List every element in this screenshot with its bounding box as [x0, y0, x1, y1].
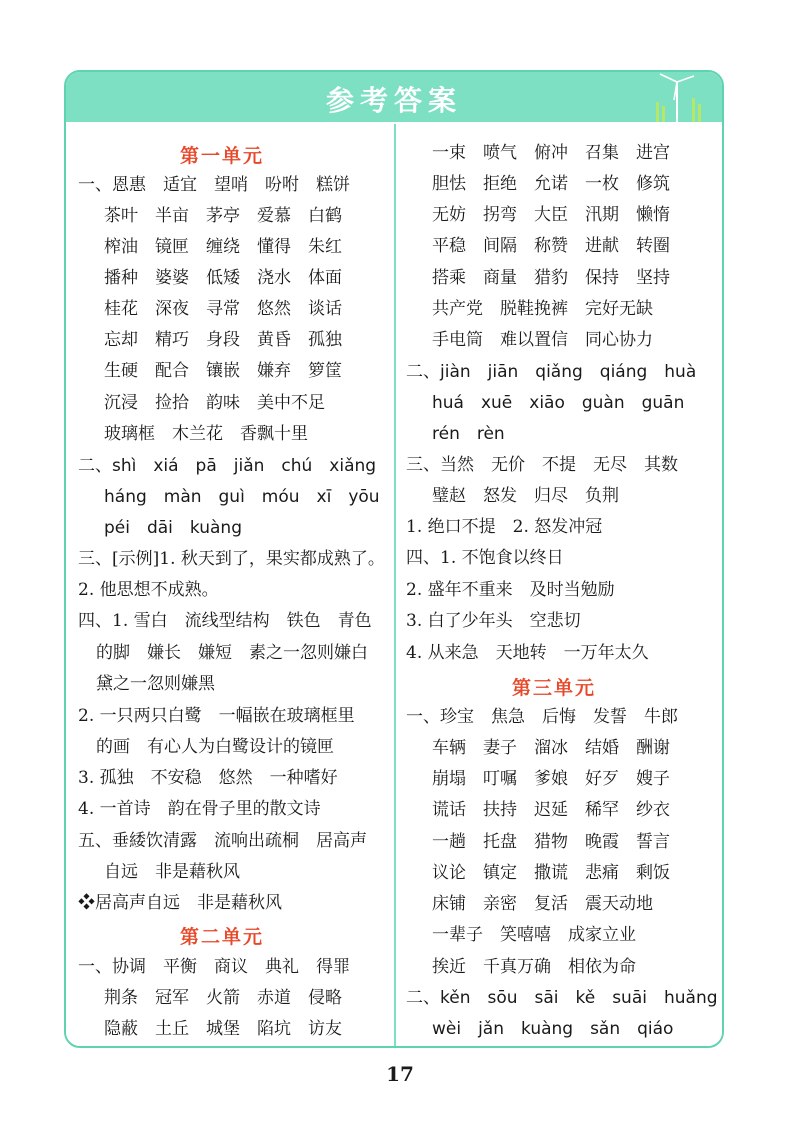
answer-line: 四、1. 不饱食以终日: [406, 548, 564, 568]
answer-line: 挨近 千真万确 相依为命: [432, 957, 636, 977]
page-title: 参考答案: [325, 84, 462, 117]
answer-line: 崩塌 叮嘱 爹娘 好歹 嫂子: [432, 769, 670, 789]
pinyin-line: huá xuē xiāo guàn guān: [432, 393, 685, 413]
answer-line: 四、1. 雪白 流线型结构 铁色 青色: [78, 611, 372, 631]
answer-line: 沉浸 捡拾 韵味 美中不足: [104, 393, 325, 413]
answer-line: ❖居高声自远 非是藉秋风: [78, 893, 282, 913]
answer-line: 三、当然 无价 不提 无尽 其数: [406, 455, 678, 475]
pinyin-line: péi dāi kuàng: [104, 518, 242, 538]
header-banner: [66, 72, 722, 122]
answer-line: 五、垂緌饮清露 流响出疏桐 居高声: [78, 831, 367, 851]
pinyin-line: 二、jiàn jiān qiǎng qiáng huà: [406, 362, 697, 382]
answer-line: 无妨 拐弯 大臣 汛期 懒惰: [432, 205, 670, 225]
answer-line: 璧赵 怒发 归尽 负荆: [432, 486, 619, 506]
answer-line: 床铺 亲密 复活 震天动地: [432, 894, 653, 914]
answer-line: 议论 镇定 撒谎 悲痛 剩饭: [432, 863, 670, 883]
answer-line: 一辈子 笑嘻嘻 成家立业: [432, 925, 636, 945]
answer-line: 搭乘 商量 猎豹 保持 坚持: [432, 268, 670, 288]
answer-line: 2. 一只两只白鹭 一幅嵌在玻璃框里: [78, 706, 355, 726]
answer-line: 榨油 镜匣 缠绕 懂得 朱红: [104, 237, 342, 257]
answer-line: 黛之一忽则嫌黑: [96, 674, 215, 694]
pinyin-line: 二、shì xiá pā jiǎn chú xiǎng: [78, 456, 377, 476]
page-number: 17: [386, 1062, 414, 1086]
answer-line: 播种 婆婆 低矮 浇水 体面: [104, 268, 342, 288]
answer-line: 一束 喷气 俯冲 召集 进宫: [432, 143, 670, 163]
column-divider: [394, 124, 396, 1046]
answer-line: 3. 白了少年头 空悲切: [406, 611, 581, 631]
answer-line: 4. 从来急 天地转 一万年太久: [406, 643, 649, 663]
answer-line: 2. 他思想不成熟。: [78, 580, 219, 600]
wind-turbine-icon: [632, 72, 712, 122]
answer-line: 谎话 扶持 迟延 稀罕 纱衣: [432, 800, 670, 820]
answer-line: 一、恩惠 适宜 望哨 吩咐 糕饼: [78, 175, 350, 195]
answer-line: 手电筒 难以置信 同心协力: [432, 330, 653, 350]
answer-line: 三、[示例]1. 秋天到了，果实都成熟了。: [78, 549, 385, 569]
unit-title-3: 第三单元: [512, 677, 597, 699]
answer-line: 4. 一首诗 韵在骨子里的散文诗: [78, 799, 321, 819]
answer-line: 桂花 深夜 寻常 悠然 谈话: [104, 299, 342, 319]
answer-line: 一、协调 平衡 商议 典礼 得罪: [78, 957, 350, 977]
answer-line: 平稳 间隔 称赞 进献 转圈: [432, 236, 670, 256]
answer-line: 忘却 精巧 身段 黄昏 孤独: [104, 330, 342, 350]
answer-line: 的脚 嫌长 嫌短 素之一忽则嫌白: [96, 643, 368, 663]
answer-line: 2. 盛年不重来 及时当勉励: [406, 580, 615, 600]
answer-line: 荆条 冠军 火箭 赤道 侵略: [104, 988, 342, 1008]
answer-line: 3. 孤独 不安稳 悠然 一种嗜好: [78, 768, 338, 788]
pinyin-line: wèi jǎn kuàng sǎn qiáo: [432, 1019, 674, 1039]
answer-line: 的画 有心人为白鹭设计的镜匣: [96, 737, 334, 757]
answer-line: 生硬 配合 镶嵌 嫌弃 箩筐: [104, 361, 342, 381]
answer-line: 一、珍宝 焦急 后悔 发誓 牛郎: [406, 707, 678, 727]
answer-line: 自远 非是藉秋风: [104, 862, 240, 882]
pinyin-line: 二、kěn sōu sāi kě suāi huǎng: [406, 988, 718, 1008]
answer-line: 隐蔽 土丘 城堡 陷坑 访友: [104, 1019, 342, 1039]
pinyin-line: rén rèn: [432, 424, 505, 444]
answer-line: 1. 绝口不提 2. 怒发冲冠: [406, 517, 603, 537]
answer-line: 共产党 脱鞋挽裤 完好无缺: [432, 299, 653, 319]
answer-line: 茶叶 半亩 茅亭 爱慕 白鹤: [104, 206, 342, 226]
answer-line: 玻璃框 木兰花 香飘十里: [104, 424, 308, 444]
pinyin-line: háng màn guì móu xī yōu: [104, 487, 380, 507]
unit-title-2: 第二单元: [180, 926, 265, 948]
answer-line: 一趟 托盘 猎物 晚霞 誓言: [432, 832, 670, 852]
unit-title-1: 第一单元: [180, 145, 265, 167]
answer-line: 胆怯 拒绝 允诺 一枚 修筑: [432, 174, 670, 194]
answer-line: 车辆 妻子 溜冰 结婚 酬谢: [432, 738, 670, 758]
